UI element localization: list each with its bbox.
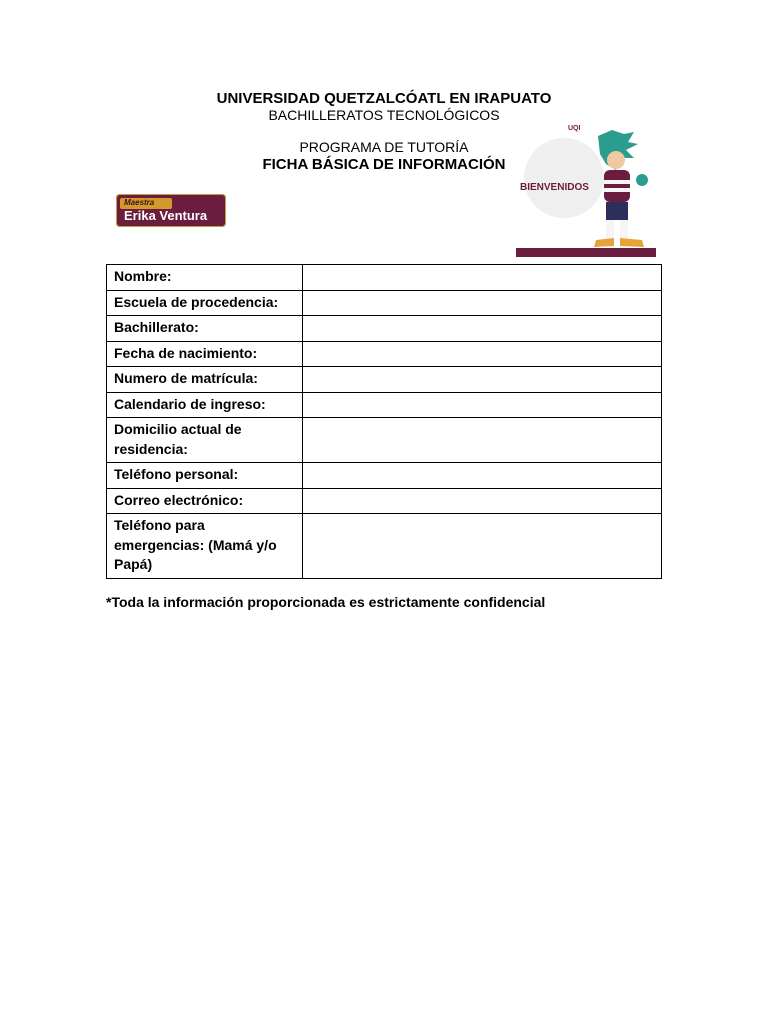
teacher-badge — [116, 194, 226, 227]
badge-name: Erika Ventura — [124, 208, 208, 223]
form-row — [107, 392, 662, 418]
form-row-label: Correo electrónico: — [107, 488, 303, 514]
form-row — [107, 367, 662, 393]
info-form-table — [106, 264, 662, 579]
welcome-text: BIENVENIDOS — [520, 182, 589, 193]
form-row — [107, 418, 662, 463]
form-title: FICHA BÁSICA DE INFORMACIÓN — [262, 156, 506, 173]
brand-bar — [516, 248, 656, 257]
form-row — [107, 463, 662, 489]
form-row-value-field[interactable] — [303, 488, 662, 514]
form-row-value-field[interactable] — [303, 514, 662, 579]
confidential-note: *Toda la información proporcionada es estrictamente confidencial — [106, 594, 546, 610]
program-title: PROGRAMA DE TUTORÍA — [299, 139, 469, 155]
form-row-label: Fecha de nacimiento: — [107, 341, 303, 367]
form-row — [107, 290, 662, 316]
form-row-label: Escuela de procedencia: — [107, 290, 303, 316]
form-row-value-field[interactable] — [303, 463, 662, 489]
form-row-value-field[interactable] — [303, 341, 662, 367]
subtitle: BACHILLERATOS TECNOLÓGICOS — [268, 107, 500, 123]
logo-text: UQI — [568, 125, 581, 132]
form-row-label: Domicilio actual de residencia: — [107, 418, 303, 463]
badge-small-label: Maestra — [124, 198, 155, 207]
form-row-label: Teléfono para emergencias: (Mamá y/o Papá) — [107, 514, 303, 579]
form-row — [107, 514, 662, 579]
form-row-label: Numero de matrícula: — [107, 367, 303, 393]
form-row-value-field[interactable] — [303, 392, 662, 418]
form-row-value-field[interactable] — [303, 290, 662, 316]
form-row-label: Bachillerato: — [107, 316, 303, 342]
university-title: UNIVERSIDAD QUETZALCÓATL EN IRAPUATO — [216, 90, 552, 107]
form-row-label: Teléfono personal: — [107, 463, 303, 489]
form-row — [107, 265, 662, 291]
form-row-label: Nombre: — [107, 265, 303, 291]
background-circle — [524, 138, 604, 218]
form-row-value-field[interactable] — [303, 418, 662, 463]
form-row — [107, 341, 662, 367]
form-row — [107, 316, 662, 342]
form-row-value-field[interactable] — [303, 316, 662, 342]
welcome-graphic — [516, 120, 656, 257]
form-row-value-field[interactable] — [303, 367, 662, 393]
form-row — [107, 488, 662, 514]
form-row-label: Calendario de ingreso: — [107, 392, 303, 418]
form-row-value-field[interactable] — [303, 265, 662, 291]
